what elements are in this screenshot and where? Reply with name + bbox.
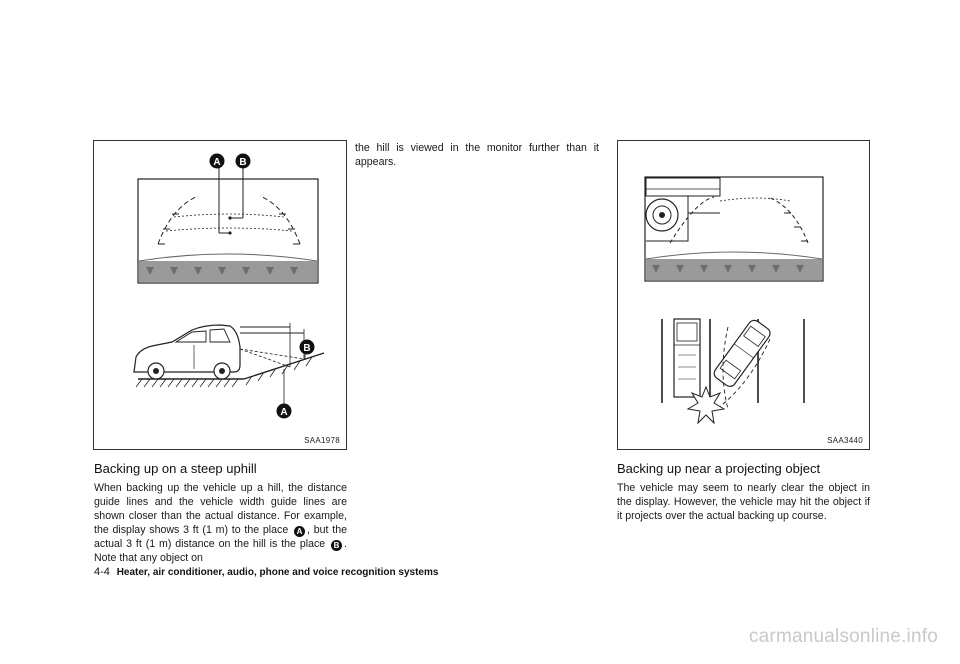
text-part-1: When backing up the vehicle up a hill, the distance guide lines and the vehicle width guide lines are shown closer than the actual distance. For example, the display shows 3 ft (1 m) to the place: [94, 482, 347, 536]
callout-b-ground: B: [303, 343, 311, 354]
callout-a-ground: A: [280, 407, 288, 418]
callout-b-top: B: [239, 157, 247, 168]
figure-code: SAA1978: [304, 436, 340, 445]
text-part-2: , but the actual 3 ft (1 m) distance on the hill is the place: [94, 524, 347, 550]
footer-section-title: Heater, air conditioner, audio, phone and voice recognition systems: [116, 567, 439, 578]
page-number: 4-4: [94, 566, 110, 578]
figure-projecting-object-illustration: [618, 141, 869, 449]
text-part-3: . Note that any object on: [94, 538, 347, 564]
section-text-steep-uphill: [94, 481, 347, 565]
page-footer: [94, 566, 438, 578]
marker-a: A: [294, 526, 305, 537]
section-heading-projecting-object: Backing up near a projecting object: [617, 461, 821, 476]
figure-projecting-object: [617, 140, 870, 450]
figure-steep-uphill: [93, 140, 347, 450]
callout-a-top: A: [213, 157, 221, 168]
section-text-continuation: the hill is viewed in the monitor further than it appears.: [355, 142, 599, 168]
watermark: carmanualsonline.info: [748, 626, 938, 647]
section-text-projecting-object: The vehicle may seem to nearly clear the object in the display. However, the vehicle may hit the object if it projects over the actual backing up course.: [617, 482, 870, 522]
figure-code: SAA3440: [827, 436, 863, 445]
marker-b: B: [331, 540, 342, 551]
figure-steep-uphill-illustration: [94, 141, 346, 449]
section-heading-steep-uphill: Backing up on a steep uphill: [94, 461, 257, 476]
